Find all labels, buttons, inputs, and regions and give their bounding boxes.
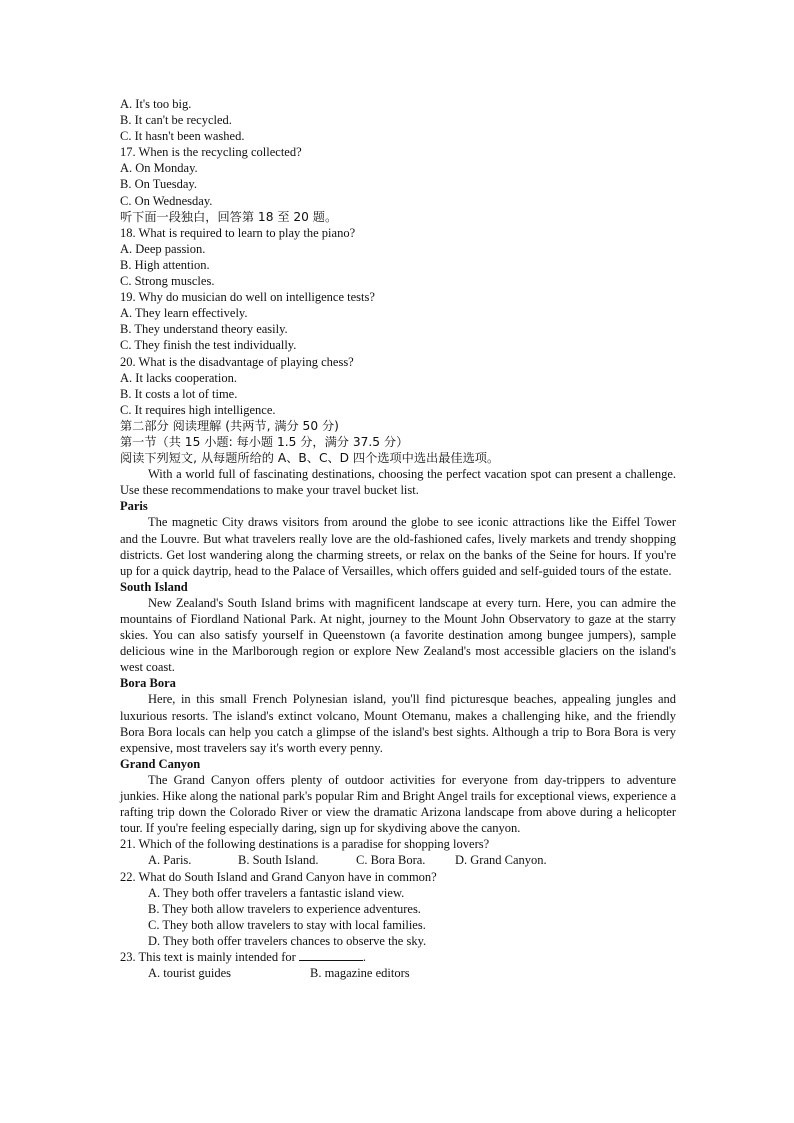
grand-canyon-paragraph: The Grand Canyon offers plenty of outdoor activities for everyone from day-trippers to adventure junkies. Hike along the national park's popular Rim and Bright Angel trails for exceptional views, experience a rafting trip down the Colorado River or view the dramatic Arizona landscape from above during a helicopter tour. If you're feeling especially daring, sign up for skydiving above the canyon. [120, 772, 676, 836]
q22-option-d: D. They both offer travelers chances to observe the sky. [148, 933, 427, 948]
q18-option-b: B. High attention. [120, 257, 210, 272]
part2-heading: 第二部分 阅读理解 (共两节, 满分 50 分) [120, 418, 339, 433]
bora-bora-paragraph: Here, in this small French Polynesian island, you'll find picturesque beaches, appealing jungles and luxurious resorts. The island's extinct volcano, Mount Otemanu, makes a challenging hike, and the friendly Bora Bora locals can help you catch a glimpse of the island's best sights. Although a trip to Bora Bora is very expensive, most travelers say it's worth every penny. [120, 692, 676, 755]
q23-option-b: B. magazine editors [310, 966, 410, 981]
q22-option-c: C. They both allow travelers to stay with local families. [148, 917, 426, 932]
answer-blank [299, 949, 363, 961]
q21-option-a: A. Paris. [148, 853, 192, 868]
q21-option-c: C. Bora Bora. [356, 853, 426, 868]
q17-option-c: C. On Wednesday. [120, 193, 213, 208]
q19-question: 19. Why do musician do well on intelligence tests? [120, 290, 375, 305]
q17-option-b: B. On Tuesday. [120, 177, 197, 192]
q23-stem: 23. This text is mainly intended for [120, 949, 296, 964]
q20-option-a: A. It lacks cooperation. [120, 370, 237, 385]
q21-option-b: B. South Island. [238, 853, 319, 868]
q17-option-a: A. On Monday. [120, 161, 198, 176]
q18-option-a: A. Deep passion. [120, 241, 206, 256]
q21-option-d: D. Grand Canyon. [455, 853, 547, 868]
south-island-paragraph: New Zealand's South Island brims with magnificent landscape at every turn. Here, you can admire the mountains of Fiordland National Park. At night, journey to the Mount John Observatory to gaze at the starry skies. You can also satisfy yourself in Queenstown (a favorite destination among bungee jumpers), sample delicious wine in the Marlborough region or explore New Zealand's most accessible glaciers on the island's west coast. [120, 595, 676, 675]
section1-heading: 第一节（共 15 小题: 每小题 1.5 分，满分 37.5 分） [120, 434, 409, 449]
grand-canyon-heading: Grand Canyon [120, 756, 201, 771]
q19-option-c: C. They finish the test individually. [120, 338, 297, 353]
q20-option-b: B. It costs a lot of time. [120, 386, 238, 401]
south-island-heading: South Island [120, 579, 188, 594]
paris-paragraph: The magnetic City draws visitors from around the globe to see iconic attractions like the Eiffel Tower and the Louvre. But what travelers really love are the old-fashioned cafes, lively markets and trendy shopping districts. Get lost wandering along the charming streets, or relax on the banks of the Seine for hours. If you're up for a quick daytrip, head to the Palace of Versailles, which offers guided and self-guided tours of the estate. [120, 515, 676, 578]
q22-option-b: B. They both allow travelers to experience adventures. [148, 901, 421, 916]
q18-question: 18. What is required to learn to play the piano? [120, 225, 356, 240]
q22-option-a: A. They both offer travelers a fantastic island view. [148, 885, 405, 900]
q22-question: 22. What do South Island and Grand Canyon have in common? [120, 869, 437, 884]
q16-option-a: A. It's too big. [120, 97, 192, 111]
q19-option-a: A. They learn effectively. [120, 306, 248, 321]
q20-question: 20. What is the disadvantage of playing chess? [120, 354, 354, 369]
q16-option-b: B. It can't be recycled. [120, 113, 232, 128]
q18-option-c: C. Strong muscles. [120, 274, 215, 289]
q23-options [120, 965, 676, 981]
q23-option-a: A. tourist guides [148, 966, 231, 981]
exam-page [120, 96, 676, 981]
q17-question: 17. When is the recycling collected? [120, 145, 302, 160]
reading-instruction: 阅读下列短文, 从每题所给的 A、B、C、D 四个选项中选出最佳选项。 [120, 451, 500, 466]
paris-heading: Paris [120, 499, 148, 514]
bora-bora-heading: Bora Bora [120, 676, 176, 691]
q20-option-c: C. It requires high intelligence. [120, 402, 276, 417]
q23-period: . [362, 949, 367, 964]
q16-option-c: C. It hasn't been washed. [120, 129, 245, 144]
q21-question: 21. Which of the following destinations is a paradise for shopping lovers? [120, 837, 490, 852]
intro-paragraph: With a world full of fascinating destinations, choosing the perfect vacation spot can present a challenge. Use these recommendations to make your travel bucket list. [120, 467, 676, 498]
q21-options [120, 852, 676, 868]
listening-instruction: 听下面一段独白，回答第 18 至 20 题。 [120, 209, 338, 224]
q19-option-b: B. They understand theory easily. [120, 322, 288, 337]
q23-question [120, 949, 676, 965]
